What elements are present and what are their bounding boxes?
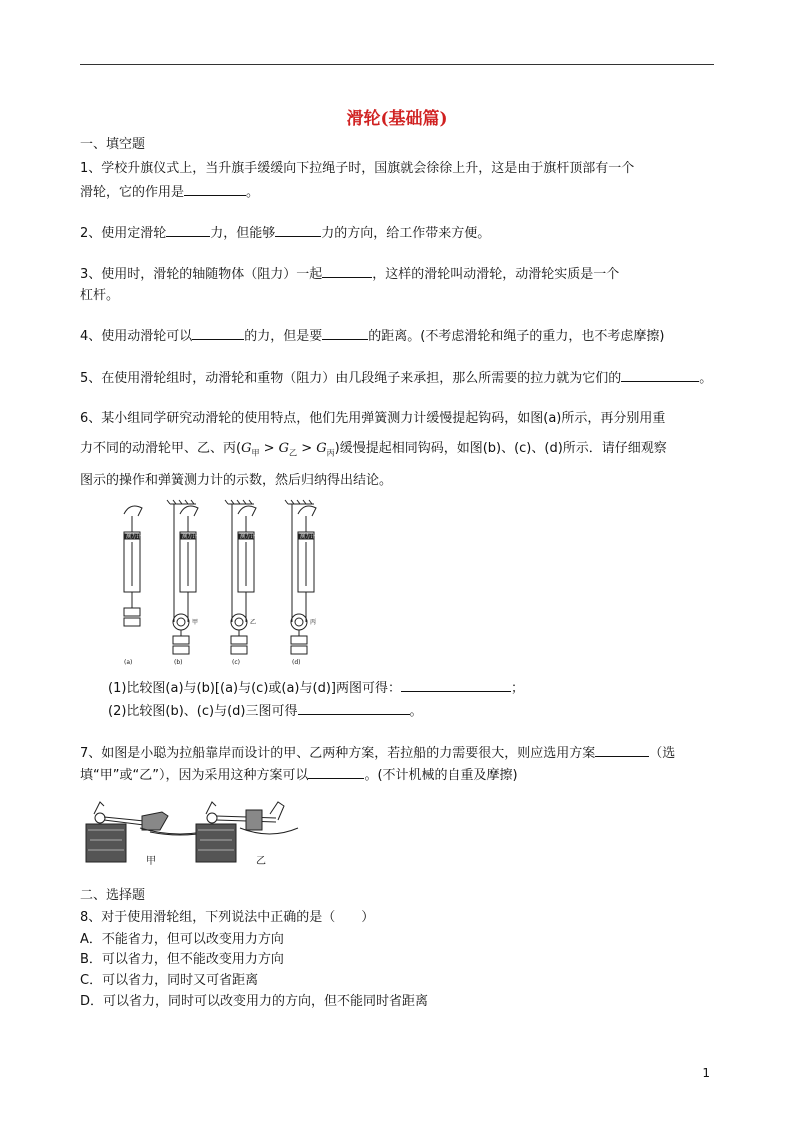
meter-label-c: 测力计	[240, 534, 256, 540]
fig-label-d: (d)	[292, 659, 301, 666]
setup-c	[225, 500, 256, 654]
page-title: 滑轮(基础篇)	[346, 109, 448, 129]
scheme-label-jia: 甲	[146, 856, 156, 867]
q6-line2: 力不同的动滑轮甲、乙、丙$(G_甲 > G_乙 > G_丙)$缓慢提起相同钩码，如图(b)、(c)、(d)所示．请仔细观察	[80, 441, 667, 458]
pulley-label-yi: 乙	[250, 619, 257, 626]
fig-label-a: (a)	[124, 659, 133, 666]
fig-label-b: (b)	[174, 659, 183, 666]
header-rule	[80, 64, 714, 65]
meter-label-b: 测力计	[182, 534, 198, 540]
fig-label-c: (c)	[232, 659, 240, 666]
q8-stem: 8、对于使用滑轮组，下列说法中正确的是（ ）	[80, 910, 375, 925]
q1-line1: 1、学校升旗仪式上，当升旗手缓缓向下拉绳子时，国旗就会徐徐上升，这是由于旗杆顶部有一个	[80, 161, 635, 176]
scheme-yi	[196, 802, 298, 862]
setup-d	[285, 500, 316, 654]
q8-option-a[interactable]: A．不能省力，但可以改变用力方向	[80, 932, 284, 947]
q6-blank1	[401, 679, 511, 692]
q7-blank1	[595, 744, 649, 757]
q6-line1: 6、某小组同学研究动滑轮的使用特点，他们先用弹簧测力计缓慢提起钩码，如图(a)所示，再分别用重	[80, 411, 666, 426]
q8-option-b[interactable]: B．可以省力，但不能改变用力方向	[80, 952, 284, 967]
q7-line1: 7、如图是小聪为拉船靠岸而设计的甲、乙两种方案，若拉船的力需要很大，则应选用方案 （选	[80, 746, 676, 761]
scheme-label-yi: 乙	[256, 856, 266, 867]
section-fill-blank: 一、填空题	[80, 137, 146, 152]
setup-b	[167, 500, 198, 654]
setup-a	[124, 506, 142, 626]
q3-blank	[322, 265, 372, 278]
meter-label-d: 测力计	[300, 534, 316, 540]
q6-line3: 图示的操作和弹簧测力计的示数，然后归纳得出结论。	[80, 473, 393, 488]
q2-blank2	[275, 224, 321, 237]
q2: 2、使用定滑轮 力，但能够 力的方向，给工作带来方便。	[80, 226, 491, 241]
q5-blank	[621, 369, 699, 382]
q4-blank2	[322, 327, 368, 340]
q6-blank2	[298, 702, 410, 715]
q7-blank2	[308, 766, 364, 779]
section-choice: 二、选择题	[80, 888, 146, 903]
q6-part1: (1)比较图(a)与(b)[(a)与(c)或(a)与(d)]两图可得： ；	[108, 681, 524, 696]
q4-blank1	[192, 327, 244, 340]
figure-pulley-experiment	[112, 498, 337, 670]
pulley-label-bing: 丙	[310, 619, 317, 626]
q6-part2: (2)比较图(b)、(c)与(d)三图可得 。	[108, 704, 423, 719]
q7-line2: 填“甲”或“乙”），因为采用这种方案可以 。(不计机械的自重及摩擦)	[80, 768, 518, 783]
q5: 5、在使用滑轮组时，动滑轮和重物（阻力）由几段绳子来承担，那么所需要的拉力就为它们的 。	[80, 371, 713, 386]
q2-blank1	[166, 224, 210, 237]
q3-line2: 杠杆。	[80, 288, 120, 303]
q1-line2: 滑轮，它的作用是 。	[80, 185, 260, 200]
q8-option-c[interactable]: C．可以省力，同时又可省距离	[80, 973, 259, 988]
meter-label-a: 测力计	[126, 534, 142, 540]
page-number: 1	[702, 1066, 710, 1080]
q3-line1: 3、使用时，滑轮的轴随物体（阻力）一起 ，这样的滑轮叫动滑轮，动滑轮实质是一个	[80, 267, 620, 282]
q4: 4、使用动滑轮可以 的力，但是要 的距离。(不考虑滑轮和绳子的重力，也不考虑摩擦)	[80, 329, 665, 344]
figure-boat-schemes	[80, 796, 300, 868]
pulley-label-jia: 甲	[192, 619, 199, 626]
q1-blank	[184, 183, 246, 196]
q8-option-d[interactable]: D．可以省力，同时可以改变用力的方向，但不能同时省距离	[80, 994, 429, 1009]
